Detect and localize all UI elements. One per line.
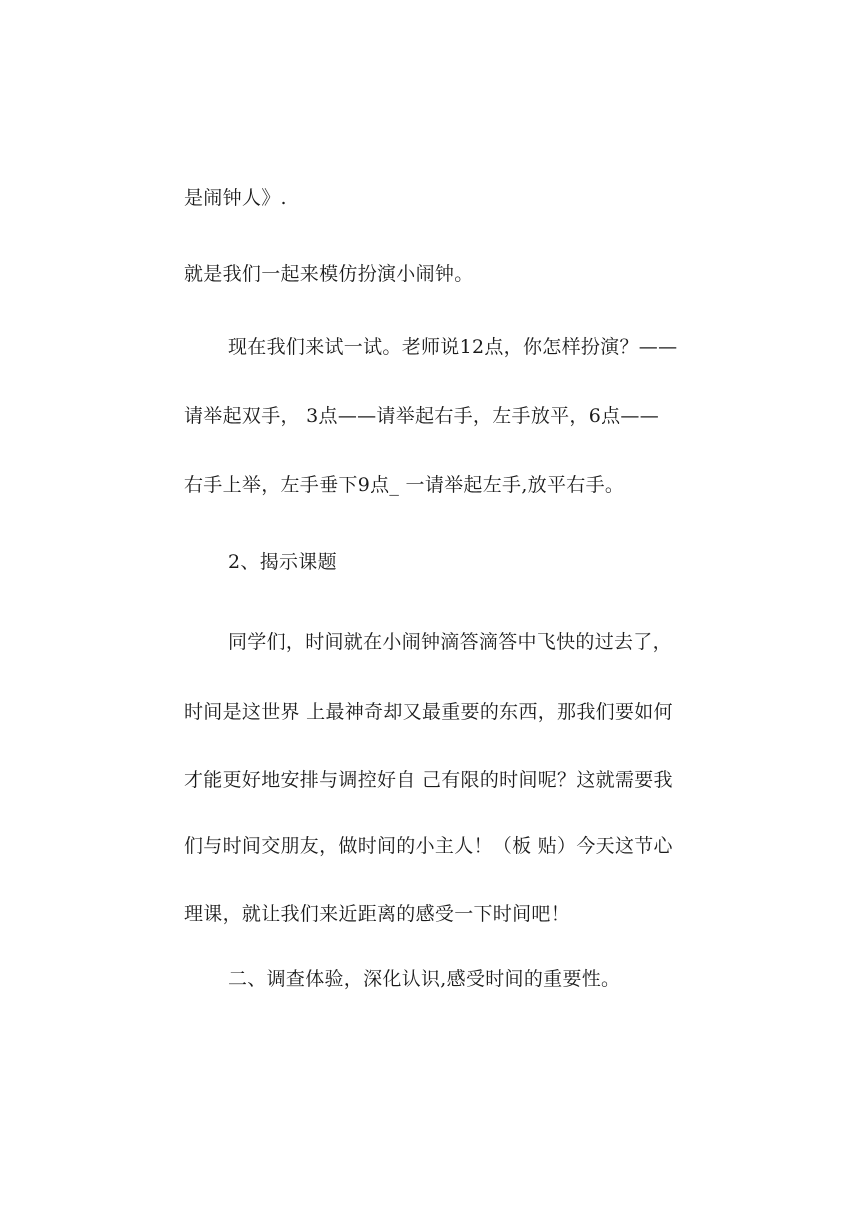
text-line: 是闹钟人》. (184, 187, 287, 209)
paragraph-start: 同学们，时间就在小闹钟滴答滴答中飞快的过去了， (228, 631, 672, 653)
text-line: 们与时间交朋友，做时间的小主人！（板 贴）今天这节心 (184, 835, 673, 857)
text-line: 理课，就让我们来近距离的感受一下时间吧！ (184, 903, 571, 925)
text-line: 才能更好地安排与调控好自 己有限的时间呢？这就需要我 (184, 769, 673, 791)
text-line: 右手上举，左手垂下9点_ 一请举起左手,放平右手。 (184, 474, 625, 496)
paragraph-start: 现在我们来试一试。老师说12点，你怎样扮演？—— (228, 336, 678, 358)
text-line: 时间是这世界 上最神奇却又最重要的东西，那我们要如何 (184, 701, 673, 723)
text-line: 请举起双手， 3点——请举起右手，左手放平，6点—— (184, 405, 660, 427)
section-heading: 2、揭示课题 (228, 551, 337, 573)
text-line: 就是我们一起来模仿扮演小闹钟。 (184, 263, 474, 285)
section-heading: 二、调查体验，深化认识,感受时间的重要性。 (228, 968, 621, 990)
